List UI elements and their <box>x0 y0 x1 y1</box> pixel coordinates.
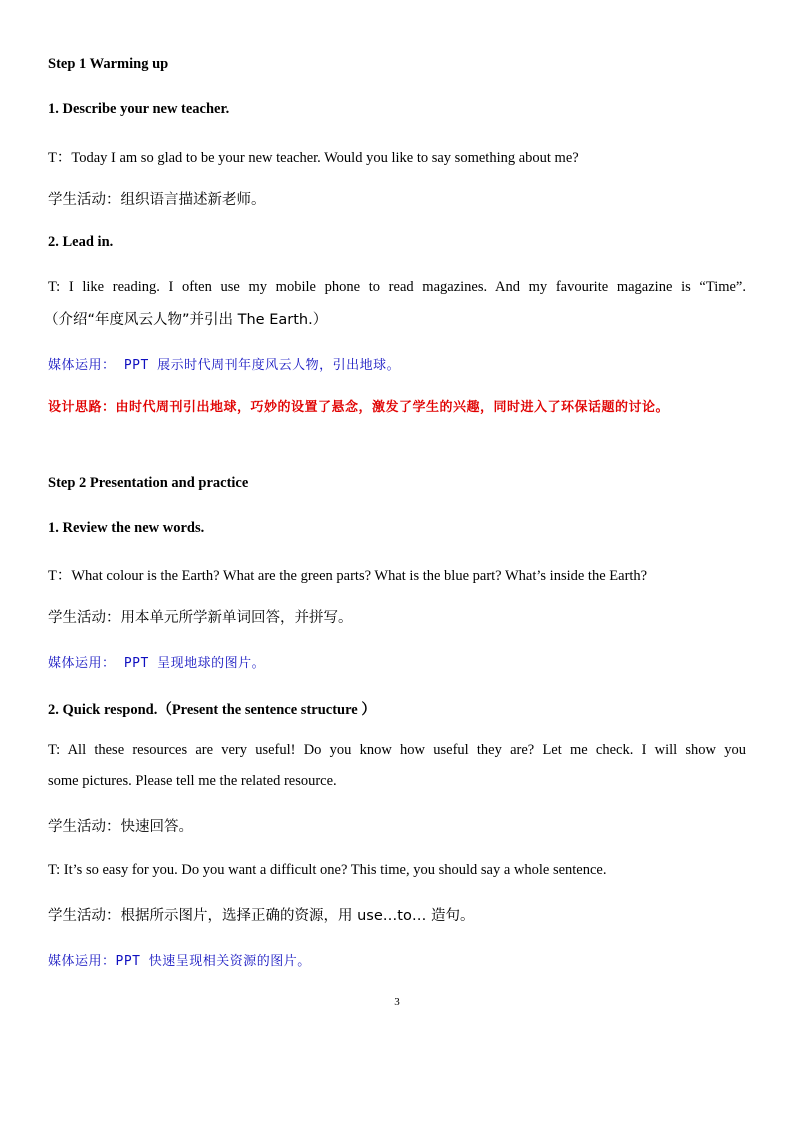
page-number: 3 <box>394 996 400 1008</box>
step1-item2-teacher-note: （介绍“年度风云人物”并引出 The Earth.） <box>44 312 328 328</box>
step2-item2-teacher-line: T: All these resources are very useful! Do you know how useful they are? Let me check. I will show you <box>48 742 746 758</box>
step2-item2-teacher-line-2: T: It’s so easy for you. Do you want a difficult one? This time, you should say a whole sentence. <box>48 862 607 878</box>
step2-item2-heading: 2. Quick respond.（Present the sentence structure ） <box>48 702 376 718</box>
step2-item1-student-activity: 学生活动：用本单元所学新单词回答，并拼写。 <box>48 610 353 626</box>
step2-item1-heading: 1. Review the new words. <box>48 520 205 536</box>
step2-item2-student-activity-1: 学生活动：快速回答。 <box>48 819 193 835</box>
step1-item2-design-note: 设计思路：由时代周刊引出地球，巧妙的设置了悬念，激发了学生的兴趣，同时进入了环保话题的讨论。 <box>48 400 670 415</box>
step1-item1-student-activity: 学生活动：组织语言描述新老师。 <box>48 192 266 208</box>
step2-item2-student-activity-2: 学生活动：根据所示图片，选择正确的资源，用 use…to… 造句。 <box>48 908 475 924</box>
step1-item2-media-note: 媒体运用： PPT 展示时代周刊年度风云人物，引出地球。 <box>48 358 401 373</box>
step2-item2-teacher-line-cont: some pictures. Please tell me the related resource. <box>48 773 337 789</box>
step1-item2-heading: 2. Lead in. <box>48 234 114 250</box>
step2-item1-teacher-line: T：What colour is the Earth? What are the green parts? What is the blue part? What’s inside the Earth? <box>48 568 648 584</box>
step1-item2-teacher-line: T: I like reading. I often use my mobile phone to read magazines. And my favourite magazine is “Time”. <box>48 279 746 295</box>
step2-item2-media-note: 媒体运用：PPT 快速呈现相关资源的图片。 <box>48 954 311 969</box>
step1-item1-heading: 1. Describe your new teacher. <box>48 101 230 117</box>
step2-heading: Step 2 Presentation and practice <box>48 475 249 491</box>
step1-heading: Step 1 Warming up <box>48 56 169 72</box>
step2-item1-media-note: 媒体运用： PPT 呈现地球的图片。 <box>48 656 266 671</box>
step1-item1-teacher-line: T：Today I am so glad to be your new teacher. Would you like to say something about me? <box>48 150 579 166</box>
